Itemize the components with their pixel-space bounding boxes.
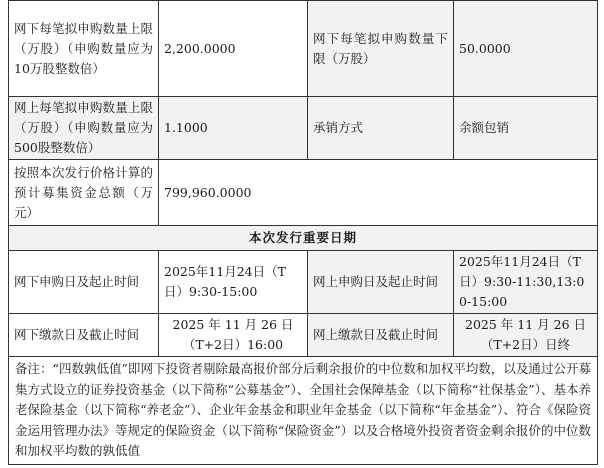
offline-payment-deadline-value: 2025 年 11 月 26 日（T+2日）16:00: [159, 314, 308, 357]
table-row: [9, 314, 598, 357]
underwriting-method-value: 余额包销: [454, 97, 598, 160]
offline-max-subscription-value: 2,200.0000: [159, 1, 308, 97]
offline-max-subscription-label: 网下每笔拟申购数量上限（万股）（申购数量应为10万股整数倍）: [9, 1, 159, 97]
online-max-subscription-value: 1.1000: [159, 97, 308, 160]
online-subscription-time-label: 网上申购日及起止时间: [308, 251, 454, 314]
table-row: [9, 357, 598, 465]
table-row: [9, 251, 598, 314]
table-row: [9, 160, 598, 226]
table-row: [9, 226, 598, 251]
underwriting-method-label: 承销方式: [308, 97, 454, 160]
online-payment-deadline-label: 网上缴款日及截止时间: [308, 314, 454, 357]
online-max-subscription-label: 网上每笔拟申购数量上限（万股）（申购数量应为500股整数倍）: [9, 97, 159, 160]
offline-min-subscription-value: 50.0000: [454, 1, 598, 97]
table-row: [9, 97, 598, 160]
estimated-proceeds-value: 799,960.0000: [159, 160, 598, 226]
remarks-note: 备注：“四数孰低值”即网下投资者剔除最高报价部分后剩余报价的中位数和加权平均数，以及通过公开募集方式设立的证券投资基金（以下简称“公募基金”）、全国社会保障基金（以下简称“社保基金”）、基本养老保险基金（以下简称“养老金”）、企业年金基金和职业年金基金（以下简称“年金基金”）、符合《保险资金运用管理办法》等规定的保险资金（以下简称“保险资金”）以及合格境外投资者资金剩余报价的中位数和加权平均数的孰低值: [9, 357, 598, 465]
offline-min-subscription-label: 网下每笔拟申购数量下限（万股）: [308, 1, 454, 97]
online-subscription-time-value: 2025年11月24日（T日）9:30-11:30,13:00-15:00: [454, 251, 598, 314]
issuance-info-table: [8, 0, 598, 465]
estimated-proceeds-label: 按照本次发行价格计算的预计募集资金总额（万元）: [9, 160, 159, 226]
online-payment-deadline-value: 2025 年 11 月 26 日（T+2日）日终: [454, 314, 598, 357]
issuance-info-table-container: [8, 0, 597, 465]
offline-subscription-time-value: 2025年11月24日（T日）9:30-15:00: [159, 251, 308, 314]
table-row: [9, 1, 598, 97]
section-title: 本次发行重要日期: [9, 226, 598, 251]
offline-payment-deadline-label: 网下缴款日及截止时间: [9, 314, 159, 357]
offline-subscription-time-label: 网下申购日及起止时间: [9, 251, 159, 314]
